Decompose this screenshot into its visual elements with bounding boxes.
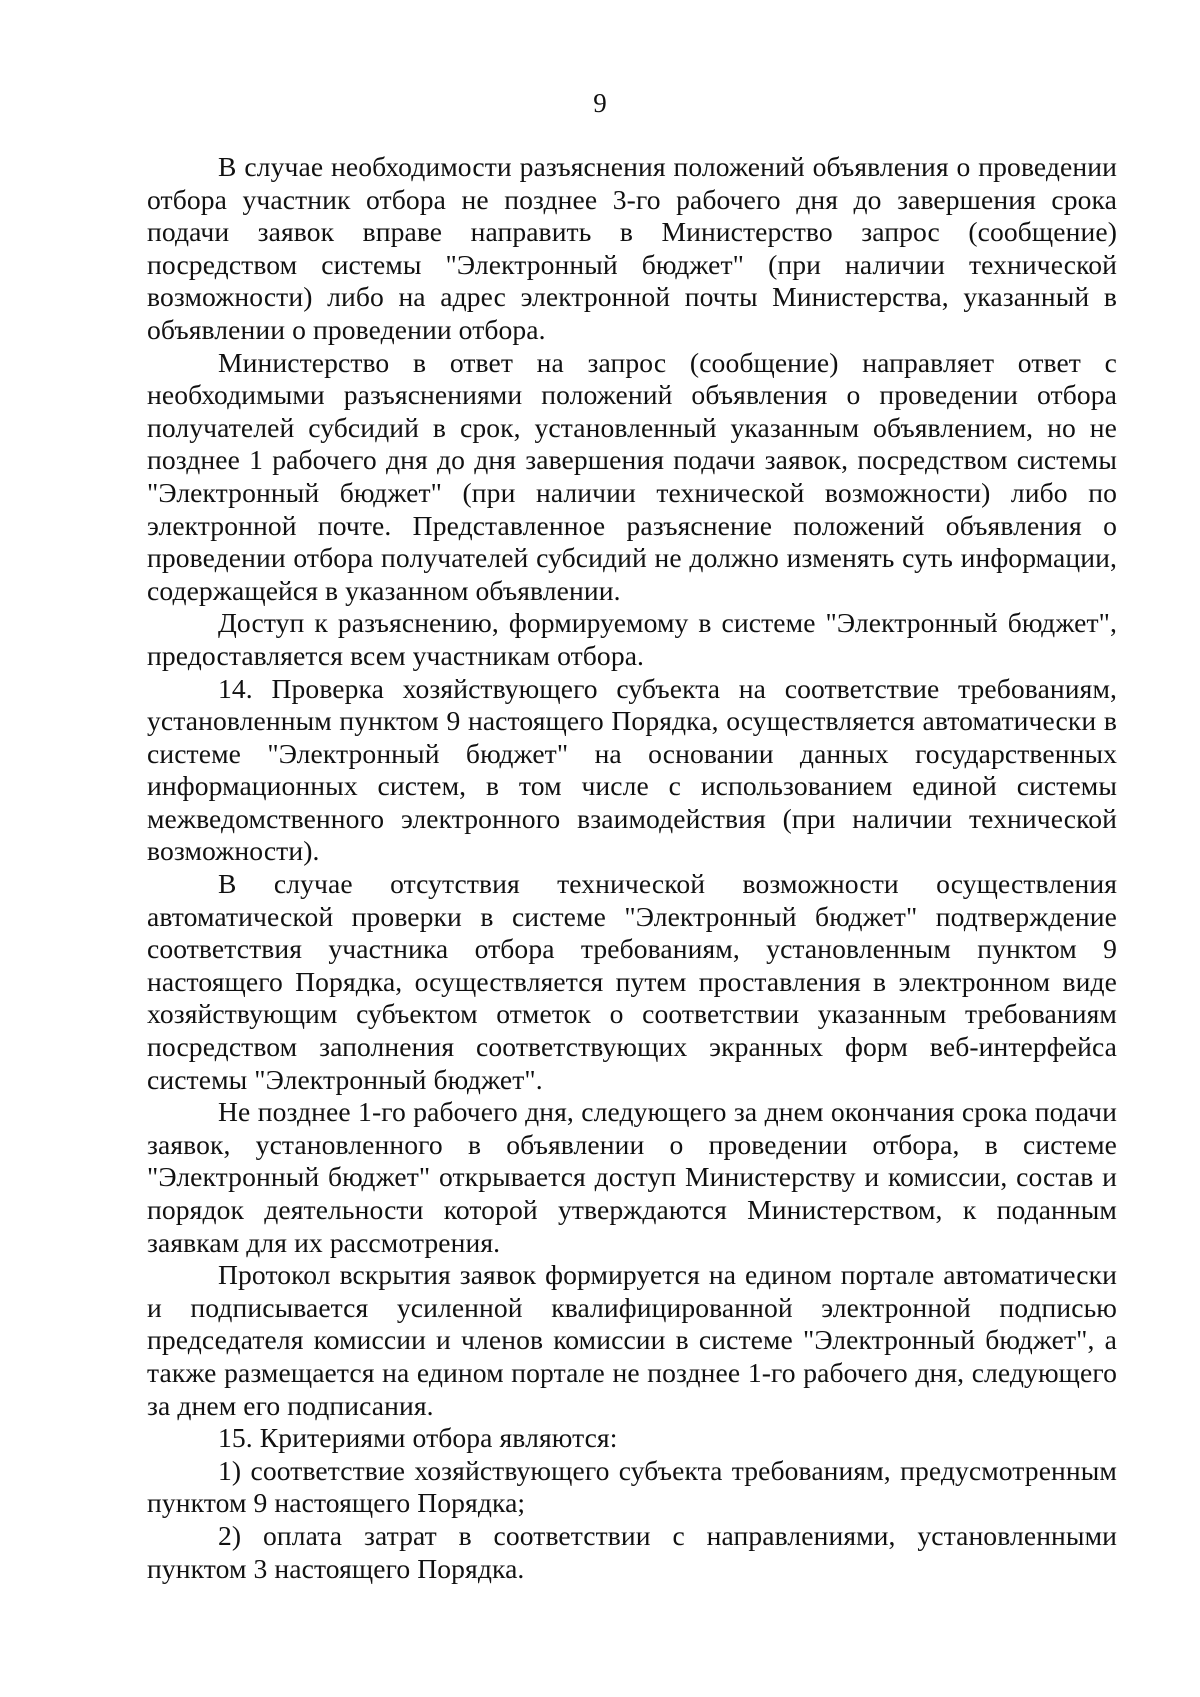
- paragraph-criterion-2: 2) оплата затрат в соответствии с направлениями, установленными пунктом 3 настоящего Порядка.: [147, 1519, 1117, 1584]
- paragraph-criterion-1: 1) соответствие хозяйствующего субъекта требованиям, предусмотренным пунктом 9 настоящего Порядка;: [147, 1454, 1117, 1519]
- paragraph-opening-protocol: Протокол вскрытия заявок формируется на едином портале автоматически и подписывается усиленной квалифицированной электронной подписью председателя комиссии и членов комиссии в системе "Электронный бюджет", а также размещается на едином портале не позднее 1-го рабочего дня, следующего за днем его подписания.: [147, 1259, 1117, 1421]
- paragraph-manual-confirmation: В случае отсутствия технической возможности осуществления автоматической проверки в системе "Электронный бюджет" подтверждение соответствия участника отбора требованиям, установленным пунктом 9 настоящего Порядка, осуществляется путем проставления в электронном виде хозяйствующим субъектом отметок о соответствии указанным требованиям посредством заполнения соответствующих экранных форм веб-интерфейса системы "Электронный бюджет".: [147, 868, 1117, 1095]
- paragraph-clarification-request: В случае необходимости разъяснения положений объявления о проведении отбора участник отбора не позднее 3-го рабочего дня до завершения срока подачи заявок вправе направить в Министерство запрос (сообщение) посредством системы "Электронный бюджет" (при наличии технической возможности) либо на адрес электронной почты Министерства, указанный в объявлении о проведении отбора.: [147, 151, 1117, 345]
- paragraph-access-opening: Не позднее 1-го рабочего дня, следующего за днем окончания срока подачи заявок, установленного в объявлении о проведении отбора, в системе "Электронный бюджет" открывается доступ Министерству и комиссии, состав и порядок деятельности которой утверждаются Министерством, к поданным заявкам для их рассмотрения.: [147, 1096, 1117, 1258]
- document-body: [147, 151, 1117, 1585]
- paragraph-item-15-criteria: 15. Критериями отбора являются:: [218, 1422, 618, 1454]
- paragraph-clarification-access: Доступ к разъяснению, формируемому в системе "Электронный бюджет", предоставляется всем участникам отбора.: [147, 607, 1117, 671]
- paragraph-ministry-response: Министерство в ответ на запрос (сообщение) направляет ответ с необходимыми разъяснениями положений объявления о проведении отбора получателей субсидий в срок, установленный указанным объявлением, но не позднее 1 рабочего дня до дня завершения подачи заявок, посредством системы "Электронный бюджет" (при наличии технической возможности) либо по электронной почте. Представленное разъяснение положений объявления о проведении отбора получателей субсидий не должно изменять суть информации, содержащейся в указанном объявлении.: [147, 346, 1117, 606]
- page-number: 9: [593, 88, 607, 118]
- paragraph-item-14-check: 14. Проверка хозяйствующего субъекта на соответствие требованиям, установленным пунктом 9 настоящего Порядка, осуществляется автоматически в системе "Электронный бюджет" на основании данных государственных информационных систем, в том числе с использованием единой системы межведомственного электронного взаимодействия (при наличии технической возможности).: [147, 672, 1117, 867]
